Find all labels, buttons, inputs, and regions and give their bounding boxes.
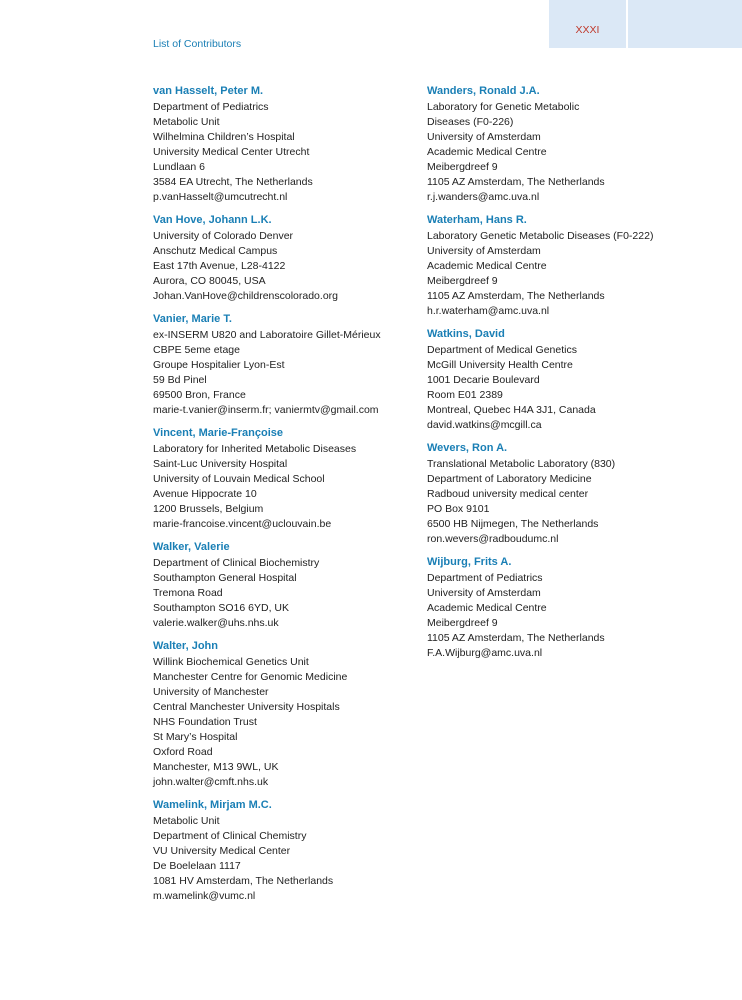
- contributor-address-line: University Medical Center Utrecht: [153, 146, 310, 158]
- contributor-name: Walker, Valerie: [153, 541, 230, 553]
- contributor-address-line: Montreal, Quebec H4A 3J1, Canada: [427, 404, 596, 416]
- contributor-address-line: 1105 AZ Amsterdam, The Netherlands: [427, 176, 605, 188]
- contributor-entry: [427, 213, 727, 319]
- contributor-entry: [427, 441, 727, 547]
- contributor-name: Wanders, Ronald J.A.: [427, 85, 540, 97]
- contributor-address-line: Lundlaan 6: [153, 161, 205, 173]
- contributor-email: m.wamelink@vumc.nl: [153, 890, 256, 902]
- contributor-address-line: Department of Pediatrics: [427, 572, 543, 584]
- contributor-address-line: CBPE 5eme etage: [153, 344, 240, 356]
- contributor-address-line: Department of Clinical Biochemistry: [153, 557, 320, 569]
- contributor-address-line: Saint-Luc University Hospital: [153, 458, 288, 470]
- contributor-entry: [153, 84, 453, 205]
- contributor-address-line: 1081 HV Amsterdam, The Netherlands: [153, 875, 334, 887]
- contributor-address-line: 1200 Brussels, Belgium: [153, 503, 264, 515]
- contributor-email: valerie.walker@uhs.nhs.uk: [153, 617, 279, 629]
- contributor-address-line: Meibergdreef 9: [427, 617, 498, 629]
- contributor-email: h.r.waterham@amc.uva.nl: [427, 305, 550, 317]
- contributor-address-line: Metabolic Unit: [153, 116, 220, 128]
- contributor-address-line: Manchester Centre for Genomic Medicine: [153, 671, 348, 683]
- contributor-address-line: 59 Bd Pinel: [153, 374, 207, 386]
- contributor-email: p.vanHasselt@umcutrecht.nl: [153, 191, 288, 203]
- contributor-address-line: PO Box 9101: [427, 503, 490, 515]
- contributor-address-line: Central Manchester University Hospitals: [153, 701, 340, 713]
- contributor-email: ron.wevers@radboudumc.nl: [427, 533, 559, 545]
- contributor-address-line: Laboratory Genetic Metabolic Diseases (F0-222): [427, 230, 654, 242]
- contributor-address-line: 3584 EA Utrecht, The Netherlands: [153, 176, 313, 188]
- contributor-address-line: Willink Biochemical Genetics Unit: [153, 656, 309, 668]
- contributor-entry: [427, 327, 727, 433]
- contributor-name: Van Hove, Johann L.K.: [153, 214, 272, 226]
- contributor-address-line: Department of Pediatrics: [153, 101, 269, 113]
- contributor-name: van Hasselt, Peter M.: [153, 85, 264, 97]
- page-number: XXXI: [575, 24, 600, 36]
- contributor-address-line: Academic Medical Centre: [427, 146, 547, 158]
- contributor-address-line: NHS Foundation Trust: [153, 716, 257, 728]
- contributor-entry: [427, 84, 727, 205]
- contributor-address-line: University of Louvain Medical School: [153, 473, 325, 485]
- contributor-email: john.walter@cmft.nhs.uk: [153, 776, 269, 788]
- contributor-address-line: Academic Medical Centre: [427, 260, 547, 272]
- contributor-name: Watkins, David: [427, 328, 505, 340]
- contributor-email: F.A.Wijburg@amc.uva.nl: [427, 647, 543, 659]
- contributor-email: david.watkins@mcgill.ca: [427, 419, 542, 431]
- contributor-email: marie-t.vanier@inserm.fr; vaniermtv@gmail.com: [153, 404, 379, 416]
- contributor-address-line: De Boelelaan 1117: [153, 860, 241, 872]
- contributor-name: Vincent, Marie-Françoise: [153, 427, 284, 439]
- contributor-name: Wijburg, Frits A.: [427, 556, 512, 568]
- contributor-entry: [427, 555, 727, 661]
- contributor-entry: [153, 426, 453, 532]
- contributor-entry: [153, 540, 453, 631]
- contributor-address-line: University of Amsterdam: [427, 587, 541, 599]
- contributor-address-line: East 17th Avenue, L28-4122: [153, 260, 286, 272]
- contributor-address-line: Metabolic Unit: [153, 815, 220, 827]
- contributor-address-line: Academic Medical Centre: [427, 602, 547, 614]
- contributor-address-line: Laboratory for Inherited Metabolic Diseases: [153, 443, 357, 455]
- contributor-name: Wevers, Ron A.: [427, 442, 508, 454]
- contributor-address-line: University of Manchester: [153, 686, 269, 698]
- contributor-address-line: University of Amsterdam: [427, 245, 541, 257]
- contributor-address-line: 1105 AZ Amsterdam, The Netherlands: [427, 632, 605, 644]
- contributor-address-line: Department of Clinical Chemistry: [153, 830, 307, 842]
- contributor-address-line: ex-INSERM U820 and Laboratoire Gillet-Mérieux: [153, 329, 381, 341]
- contributor-address-line: Manchester, M13 9WL, UK: [153, 761, 279, 773]
- contributor-address-line: Oxford Road: [153, 746, 213, 758]
- contributor-name: Wamelink, Mirjam M.C.: [153, 799, 272, 811]
- contributors-left-column: [153, 84, 453, 912]
- section-label: List of Contributors: [153, 38, 242, 50]
- contributor-entry: [153, 798, 453, 904]
- contributor-address-line: Diseases (F0-226): [427, 116, 514, 128]
- contributor-address-line: Translational Metabolic Laboratory (830): [427, 458, 616, 470]
- contributor-address-line: 69500 Bron, France: [153, 389, 246, 401]
- contributor-address-line: Department of Medical Genetics: [427, 344, 577, 356]
- contributor-address-line: St Mary’s Hospital: [153, 731, 238, 743]
- contributor-address-line: 1001 Decarie Boulevard: [427, 374, 540, 386]
- contributor-address-line: Tremona Road: [153, 587, 223, 599]
- contributor-address-line: Radboud university medical center: [427, 488, 589, 500]
- contributor-address-line: University of Colorado Denver: [153, 230, 294, 242]
- contributor-address-line: Meibergdreef 9: [427, 275, 498, 287]
- contributor-email: r.j.wanders@amc.uva.nl: [427, 191, 540, 203]
- contributor-address-line: VU University Medical Center: [153, 845, 291, 857]
- contributor-email: marie-francoise.vincent@uclouvain.be: [153, 518, 332, 530]
- contributor-name: Walter, John: [153, 640, 218, 652]
- contributor-address-line: University of Amsterdam: [427, 131, 541, 143]
- contributor-address-line: Aurora, CO 80045, USA: [153, 275, 266, 287]
- contributor-entry: [153, 639, 453, 790]
- page-edge-tab: [628, 0, 742, 48]
- contributor-entry: [153, 312, 453, 418]
- contributor-address-line: Avenue Hippocrate 10: [153, 488, 257, 500]
- contributor-address-line: Meibergdreef 9: [427, 161, 498, 173]
- contributor-address-line: Southampton SO16 6YD, UK: [153, 602, 289, 614]
- contributor-address-line: Anschutz Medical Campus: [153, 245, 278, 257]
- contributor-address-line: Southampton General Hospital: [153, 572, 297, 584]
- contributor-address-line: McGill University Health Centre: [427, 359, 573, 371]
- contributor-address-line: Room E01 2389: [427, 389, 503, 401]
- contributor-address-line: Groupe Hospitalier Lyon-Est: [153, 359, 285, 371]
- contributor-address-line: 1105 AZ Amsterdam, The Netherlands: [427, 290, 605, 302]
- contributor-address-line: Wilhelmina Children’s Hospital: [153, 131, 295, 143]
- contributor-address-line: Department of Laboratory Medicine: [427, 473, 592, 485]
- contributor-name: Waterham, Hans R.: [427, 214, 527, 226]
- contributor-email: Johan.VanHove@childrenscolorado.org: [153, 290, 338, 302]
- contributors-right-column: [427, 84, 727, 669]
- contributor-address-line: Laboratory for Genetic Metabolic: [427, 101, 580, 113]
- contributor-entry: [153, 213, 453, 304]
- contributor-name: Vanier, Marie T.: [153, 313, 232, 325]
- contributor-address-line: 6500 HB Nijmegen, The Netherlands: [427, 518, 599, 530]
